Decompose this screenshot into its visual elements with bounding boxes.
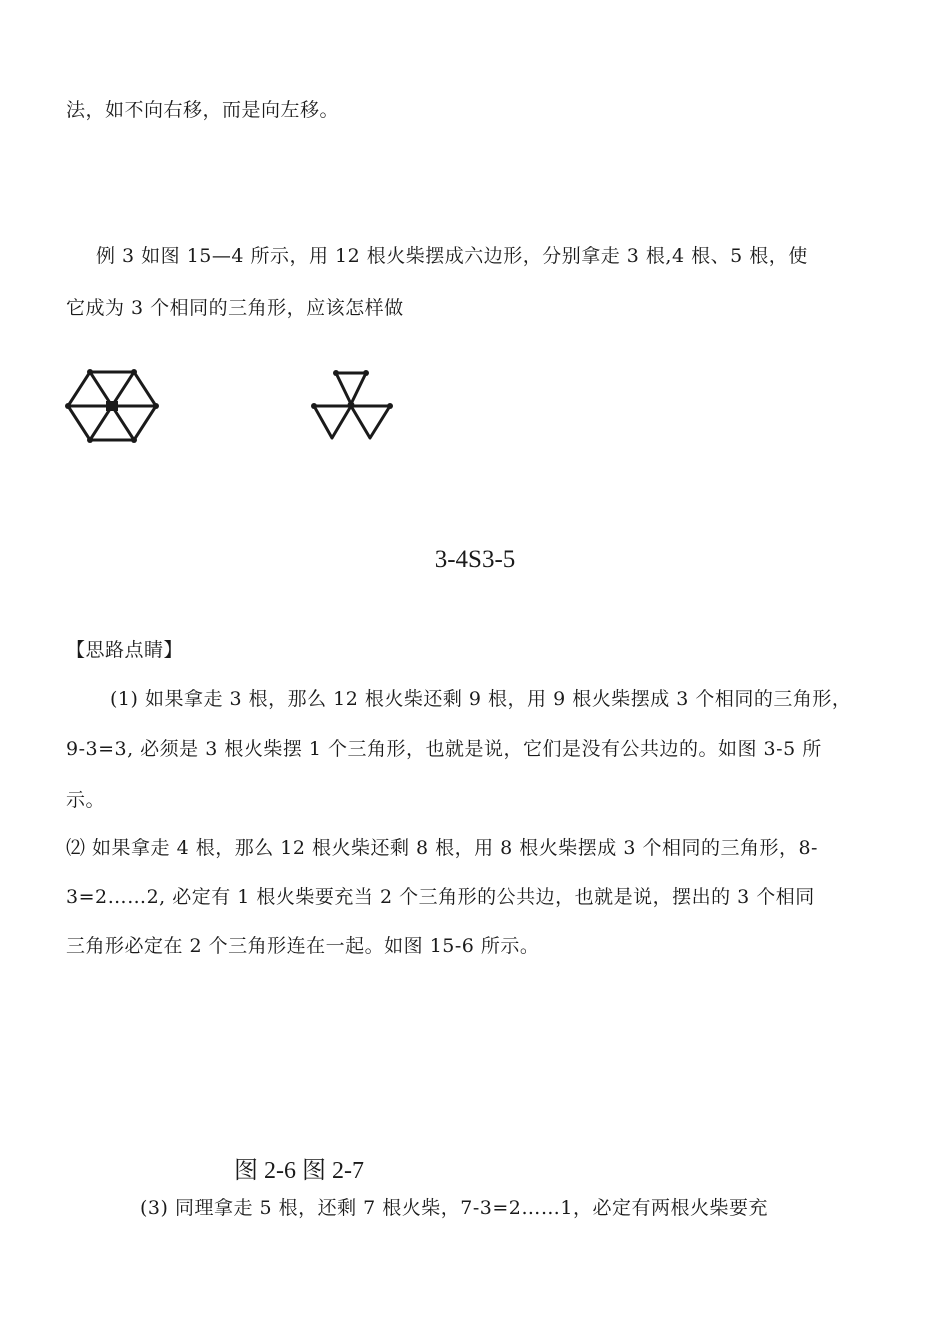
text-line: 法，如不向右移，而是向左移。 bbox=[66, 99, 340, 121]
figure-caption: 图 2-6 图 2-7 bbox=[234, 1158, 364, 1184]
example-3-statement: 例 3 如图 15—4 所示，用 12 根火柴摆成六边形，分别拿走 3 根,4 根、5 根，使 bbox=[96, 245, 808, 267]
text-line: ⑵ 如果拿走 4 根，那么 12 根火柴还剩 8 根，用 8 根火柴摆成 3 个相同的三角形，8- bbox=[66, 837, 818, 859]
text-line: 3=2……2, 必定有 1 根火柴要充当 2 个三角形的公共边，也就是说，摆出的 3 个相同 bbox=[66, 886, 815, 908]
three-triangles-figure bbox=[306, 366, 396, 444]
text-line: (3) 同理拿走 5 根，还剩 7 根火柴，7-3=2……1，必定有两根火柴要充 bbox=[140, 1197, 768, 1219]
section-heading: 【思路点睛】 bbox=[66, 639, 184, 661]
text-line: 三角形必定在 2 个三角形连在一起。如图 15-6 所示。 bbox=[66, 935, 540, 957]
text-line: 示。 bbox=[66, 789, 106, 811]
text-line: (1) 如果拿走 3 根，那么 12 根火柴还剩 9 根，用 9 根火柴摆成 3 个相同的三角形， bbox=[110, 688, 852, 710]
hexagon-figure bbox=[62, 368, 162, 444]
figure-caption: 3-4S3-5 bbox=[434, 546, 516, 573]
text-line: 9-3=3, 必须是 3 根火柴摆 1 个三角形，也就是说，它们是没有公共边的。如图 3-5 所 bbox=[66, 738, 822, 760]
text-line: 它成为 3 个相同的三角形，应该怎样做 bbox=[66, 297, 404, 319]
